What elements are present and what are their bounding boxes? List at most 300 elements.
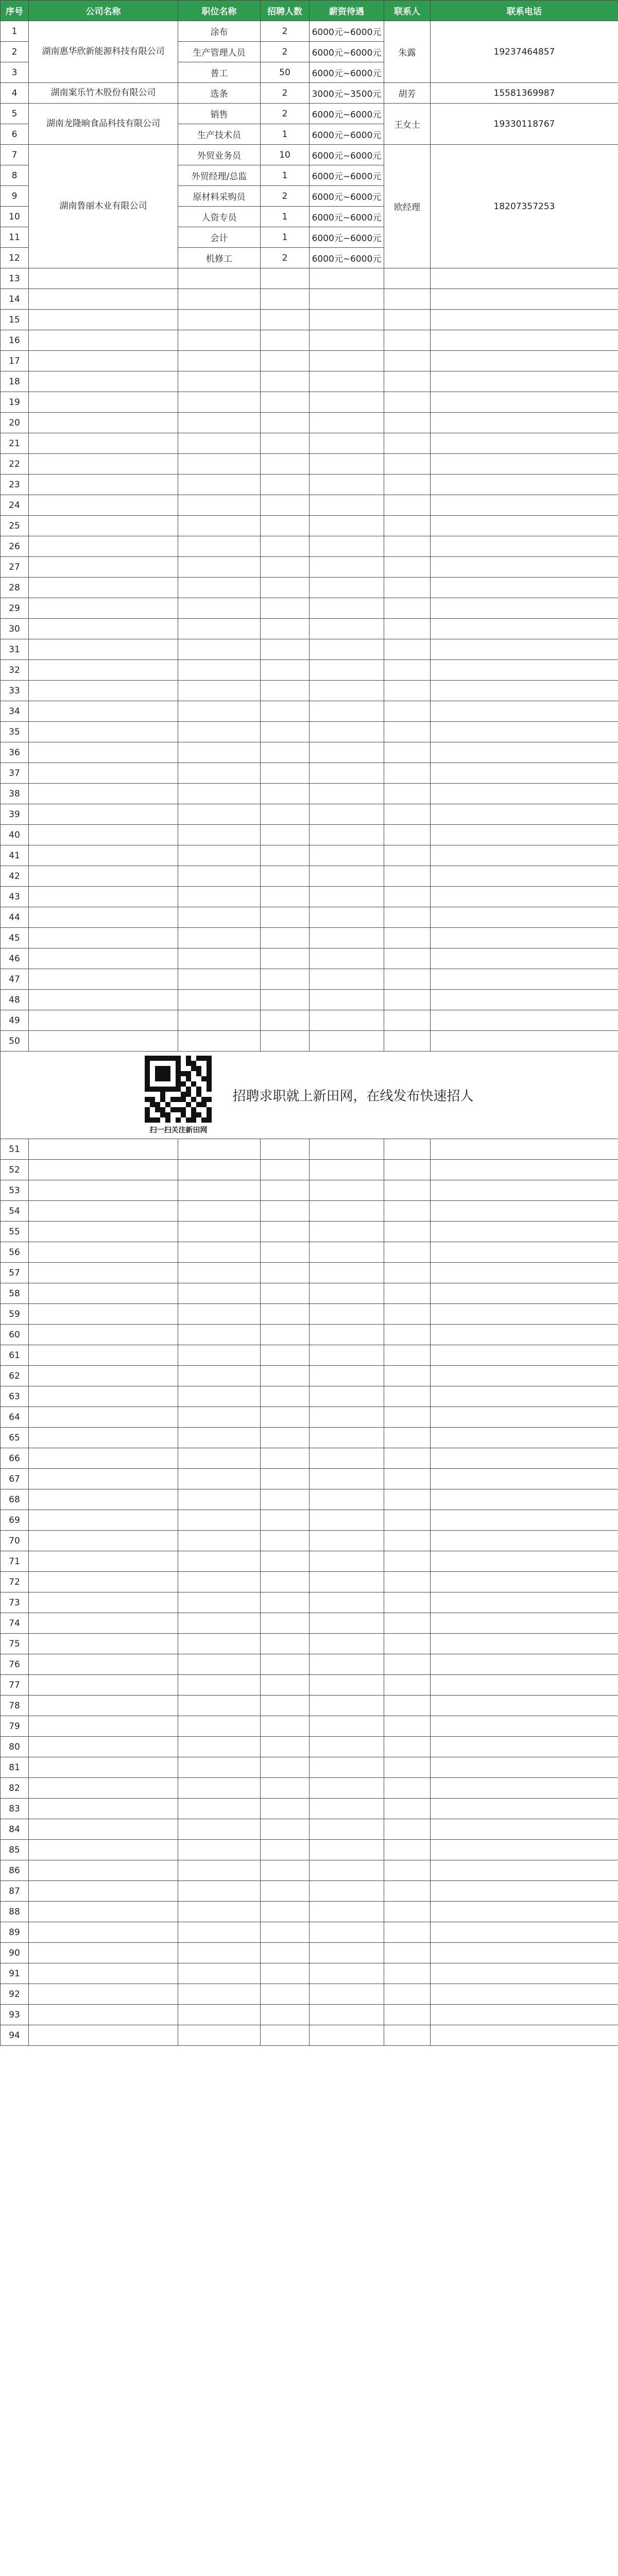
cell-empty — [384, 825, 431, 845]
cell-seq: 37 — [1, 763, 29, 784]
cell-seq: 72 — [1, 1572, 29, 1592]
cell-empty — [310, 1819, 384, 1840]
cell-empty — [261, 1469, 310, 1489]
cell-empty — [261, 330, 310, 351]
cell-empty — [431, 1386, 618, 1407]
cell-empty — [178, 948, 261, 969]
cell-empty — [261, 1840, 310, 1860]
cell-empty — [431, 1428, 618, 1448]
cell-position: 生产管理人员 — [178, 42, 261, 62]
table-row — [1, 763, 618, 784]
cell-seq: 18 — [1, 371, 29, 392]
table-row — [1, 1010, 618, 1031]
cell-empty — [178, 763, 261, 784]
table-row — [1, 1778, 618, 1799]
cell-empty — [431, 948, 618, 969]
cell-empty — [384, 763, 431, 784]
cell-empty — [178, 330, 261, 351]
cell-seq: 40 — [1, 825, 29, 845]
table-row — [1, 742, 618, 763]
cell-seq: 10 — [1, 207, 29, 227]
cell-empty — [29, 1160, 178, 1180]
cell-seq: 47 — [1, 969, 29, 990]
cell-empty — [310, 1654, 384, 1675]
cell-empty — [431, 268, 618, 289]
cell-empty — [261, 845, 310, 866]
table-body-top — [1, 21, 618, 1052]
cell-empty — [310, 1325, 384, 1345]
table-row — [1, 598, 618, 619]
table-row — [1, 1469, 618, 1489]
cell-empty — [29, 1407, 178, 1428]
cell-empty — [384, 268, 431, 289]
cell-empty — [29, 1881, 178, 1902]
cell-seq: 33 — [1, 681, 29, 701]
cell-empty — [310, 268, 384, 289]
cell-empty — [178, 1531, 261, 1551]
cell-empty — [178, 1325, 261, 1345]
table-row — [1, 1304, 618, 1325]
cell-count: 2 — [261, 248, 310, 268]
cell-empty — [310, 969, 384, 990]
cell-empty — [261, 1510, 310, 1531]
cell-seq: 89 — [1, 1922, 29, 1943]
cell-empty — [261, 413, 310, 433]
cell-empty — [178, 1737, 261, 1757]
cell-empty — [431, 351, 618, 371]
table-row — [1, 289, 618, 310]
cell-empty — [261, 474, 310, 495]
cell-empty — [29, 887, 178, 907]
cell-seq: 31 — [1, 639, 29, 660]
cell-empty — [384, 1510, 431, 1531]
table-row — [1, 1510, 618, 1531]
cell-salary: 6000元~6000元 — [310, 227, 384, 248]
cell-empty — [178, 392, 261, 413]
cell-empty — [261, 1031, 310, 1052]
cell-empty — [178, 928, 261, 948]
cell-position: 人资专员 — [178, 207, 261, 227]
cell-empty — [29, 845, 178, 866]
cell-empty — [384, 289, 431, 310]
cell-empty — [261, 598, 310, 619]
table-row — [1, 2025, 618, 2046]
cell-empty — [310, 1613, 384, 1634]
cell-empty — [178, 639, 261, 660]
cell-position: 涂布 — [178, 21, 261, 42]
cell-empty — [384, 1696, 431, 1716]
cell-empty — [384, 371, 431, 392]
cell-empty — [261, 268, 310, 289]
header-position: 职位名称 — [178, 1, 261, 21]
cell-empty — [384, 1139, 431, 1160]
cell-empty — [261, 371, 310, 392]
cell-empty — [310, 619, 384, 639]
header-phone: 联系电话 — [431, 1, 618, 21]
table-row — [1, 1180, 618, 1201]
cell-seq: 58 — [1, 1283, 29, 1304]
cell-empty — [178, 1881, 261, 1902]
cell-empty — [384, 887, 431, 907]
cell-empty — [310, 639, 384, 660]
cell-empty — [310, 1737, 384, 1757]
cell-empty — [261, 1283, 310, 1304]
cell-empty — [431, 845, 618, 866]
cell-count: 2 — [261, 104, 310, 124]
cell-empty — [261, 825, 310, 845]
table-row — [1, 454, 618, 474]
cell-empty — [384, 351, 431, 371]
cell-empty — [178, 1592, 261, 1613]
cell-empty — [178, 784, 261, 804]
cell-empty — [29, 639, 178, 660]
cell-empty — [431, 1489, 618, 1510]
cell-empty — [431, 392, 618, 413]
cell-empty — [431, 619, 618, 639]
table-row — [1, 722, 618, 742]
cell-seq: 64 — [1, 1407, 29, 1428]
cell-empty — [178, 371, 261, 392]
cell-empty — [384, 1222, 431, 1242]
cell-empty — [384, 1840, 431, 1860]
cell-empty — [178, 1902, 261, 1922]
cell-empty — [431, 1799, 618, 1819]
cell-empty — [310, 1283, 384, 1304]
cell-empty — [178, 1010, 261, 1031]
cell-seq: 51 — [1, 1139, 29, 1160]
cell-count: 1 — [261, 207, 310, 227]
cell-empty — [261, 1963, 310, 1984]
cell-seq: 7 — [1, 145, 29, 165]
cell-empty — [261, 1716, 310, 1737]
cell-empty — [384, 1031, 431, 1052]
table-row — [1, 1840, 618, 1860]
cell-empty — [178, 681, 261, 701]
cell-empty — [384, 619, 431, 639]
cell-empty — [384, 578, 431, 598]
cell-empty — [384, 1716, 431, 1737]
cell-empty — [431, 1510, 618, 1531]
cell-empty — [384, 1757, 431, 1778]
cell-empty — [310, 784, 384, 804]
cell-empty — [178, 1654, 261, 1675]
table-row — [1, 1634, 618, 1654]
table-row — [1, 474, 618, 495]
cell-empty — [384, 804, 431, 825]
cell-empty — [261, 516, 310, 536]
cell-seq: 1 — [1, 21, 29, 42]
cell-seq: 48 — [1, 990, 29, 1010]
cell-empty — [384, 948, 431, 969]
cell-empty — [310, 1160, 384, 1180]
cell-salary: 6000元~6000元 — [310, 62, 384, 83]
cell-empty — [310, 1922, 384, 1943]
cell-empty — [431, 1551, 618, 1572]
cell-empty — [29, 454, 178, 474]
cell-seq: 16 — [1, 330, 29, 351]
cell-empty — [29, 1448, 178, 1469]
cell-empty — [310, 598, 384, 619]
cell-empty — [178, 1139, 261, 1160]
cell-empty — [178, 1469, 261, 1489]
cell-empty — [29, 1840, 178, 1860]
table-body-bottom — [1, 1139, 618, 2046]
cell-seq: 32 — [1, 660, 29, 681]
cell-seq: 86 — [1, 1860, 29, 1881]
cell-empty — [310, 310, 384, 330]
cell-empty — [310, 681, 384, 701]
cell-seq: 91 — [1, 1963, 29, 1984]
cell-empty — [261, 578, 310, 598]
cell-seq: 5 — [1, 104, 29, 124]
cell-empty — [29, 722, 178, 742]
cell-empty — [29, 866, 178, 887]
table-row — [1, 310, 618, 330]
cell-empty — [261, 495, 310, 516]
cell-empty — [310, 887, 384, 907]
cell-empty — [29, 598, 178, 619]
cell-empty — [384, 474, 431, 495]
cell-empty — [178, 474, 261, 495]
cell-empty — [310, 1984, 384, 2005]
cell-empty — [310, 1386, 384, 1407]
cell-empty — [29, 1531, 178, 1551]
cell-empty — [431, 495, 618, 516]
cell-empty — [178, 2025, 261, 2046]
cell-seq: 30 — [1, 619, 29, 639]
cell-empty — [431, 433, 618, 454]
cell-empty — [29, 516, 178, 536]
cell-empty — [384, 1263, 431, 1283]
cell-empty — [178, 268, 261, 289]
cell-empty — [261, 1634, 310, 1654]
cell-empty — [29, 948, 178, 969]
cell-empty — [310, 1242, 384, 1263]
cell-empty — [178, 1572, 261, 1592]
cell-empty — [384, 1366, 431, 1386]
cell-empty — [261, 1881, 310, 1902]
table-row — [1, 1283, 618, 1304]
cell-empty — [178, 907, 261, 928]
cell-empty — [29, 1902, 178, 1922]
cell-empty — [261, 392, 310, 413]
table-row — [1, 948, 618, 969]
table-row — [1, 1963, 618, 1984]
cell-empty — [431, 1737, 618, 1757]
table-row — [1, 1139, 618, 1160]
cell-empty — [384, 1799, 431, 1819]
cell-empty — [310, 1510, 384, 1531]
cell-seq: 69 — [1, 1510, 29, 1531]
cell-empty — [310, 1840, 384, 1860]
cell-empty — [431, 1345, 618, 1366]
table-row — [1, 1407, 618, 1428]
cell-seq: 67 — [1, 1469, 29, 1489]
cell-empty — [178, 1242, 261, 1263]
cell-empty — [310, 1222, 384, 1242]
cell-empty — [310, 330, 384, 351]
cell-salary: 6000元~6000元 — [310, 124, 384, 145]
table-row — [1, 1592, 618, 1613]
cell-seq: 66 — [1, 1448, 29, 1469]
cell-empty — [178, 289, 261, 310]
cell-empty — [431, 474, 618, 495]
cell-count: 1 — [261, 165, 310, 186]
table-row — [1, 1031, 618, 1052]
cell-empty — [431, 804, 618, 825]
cell-empty — [310, 1572, 384, 1592]
cell-empty — [29, 392, 178, 413]
cell-empty — [310, 1489, 384, 1510]
cell-seq: 28 — [1, 578, 29, 598]
cell-empty — [29, 1469, 178, 1489]
cell-empty — [431, 1031, 618, 1052]
cell-empty — [261, 1325, 310, 1345]
cell-empty — [178, 2005, 261, 2025]
cell-salary: 6000元~6000元 — [310, 248, 384, 268]
table-row — [1, 1613, 618, 1634]
table-row — [1, 1428, 618, 1448]
cell-empty — [261, 804, 310, 825]
cell-position: 普工 — [178, 62, 261, 83]
cell-seq: 57 — [1, 1263, 29, 1283]
cell-empty — [384, 1428, 431, 1448]
table-row — [1, 1386, 618, 1407]
header-contact: 联系人 — [384, 1, 431, 21]
cell-empty — [178, 1922, 261, 1943]
cell-seq: 2 — [1, 42, 29, 62]
cell-empty — [29, 1263, 178, 1283]
table-row — [1, 1716, 618, 1737]
cell-phone: 15581369987 — [431, 83, 618, 104]
cell-empty — [310, 578, 384, 598]
table-row — [1, 1263, 618, 1283]
table-row — [1, 83, 618, 104]
cell-empty — [178, 598, 261, 619]
cell-empty — [261, 1696, 310, 1716]
cell-empty — [310, 1304, 384, 1325]
cell-position: 会计 — [178, 227, 261, 248]
cell-empty — [178, 742, 261, 763]
cell-empty — [310, 1592, 384, 1613]
cell-empty — [431, 1840, 618, 1860]
cell-seq: 63 — [1, 1386, 29, 1407]
table-row — [1, 866, 618, 887]
table-row — [1, 578, 618, 598]
cell-phone: 19237464857 — [431, 21, 618, 83]
cell-empty — [178, 1160, 261, 1180]
cell-empty — [431, 1366, 618, 1386]
table-row — [1, 392, 618, 413]
cell-empty — [431, 1325, 618, 1345]
cell-empty — [261, 639, 310, 660]
cell-empty — [29, 1716, 178, 1737]
cell-empty — [261, 1675, 310, 1696]
cell-empty — [261, 351, 310, 371]
table-row — [1, 804, 618, 825]
cell-count: 2 — [261, 21, 310, 42]
cell-empty — [384, 660, 431, 681]
table-row — [1, 1325, 618, 1345]
cell-empty — [178, 866, 261, 887]
table-row — [1, 1531, 618, 1551]
cell-empty — [384, 1613, 431, 1634]
cell-seq: 9 — [1, 186, 29, 207]
cell-seq: 68 — [1, 1489, 29, 1510]
cell-empty — [29, 1428, 178, 1448]
cell-empty — [384, 1283, 431, 1304]
cell-empty — [29, 784, 178, 804]
cell-empty — [384, 1675, 431, 1696]
cell-empty — [310, 536, 384, 557]
table-row — [1, 2005, 618, 2025]
cell-empty — [310, 1799, 384, 1819]
cell-salary: 6000元~6000元 — [310, 207, 384, 227]
cell-empty — [310, 1860, 384, 1881]
cell-empty — [310, 845, 384, 866]
cell-empty — [29, 928, 178, 948]
cell-empty — [431, 413, 618, 433]
header-count: 招聘人数 — [261, 1, 310, 21]
cell-empty — [178, 1840, 261, 1860]
qr-code-icon — [145, 1056, 212, 1123]
cell-empty — [29, 1345, 178, 1366]
cell-empty — [261, 948, 310, 969]
table-row — [1, 268, 618, 289]
cell-seq: 77 — [1, 1675, 29, 1696]
cell-empty — [310, 1531, 384, 1551]
cell-empty — [261, 1201, 310, 1222]
cell-empty — [384, 1407, 431, 1428]
cell-empty — [261, 722, 310, 742]
cell-empty — [431, 742, 618, 763]
cell-empty — [178, 1345, 261, 1366]
cell-empty — [29, 1592, 178, 1613]
cell-salary: 6000元~6000元 — [310, 145, 384, 165]
cell-empty — [431, 1180, 618, 1201]
table-row — [1, 557, 618, 578]
cell-salary: 6000元~6000元 — [310, 165, 384, 186]
table-row — [1, 907, 618, 928]
cell-empty — [384, 1010, 431, 1031]
cell-empty — [384, 742, 431, 763]
cell-empty — [310, 990, 384, 1010]
cell-position: 机修工 — [178, 248, 261, 268]
cell-empty — [310, 1469, 384, 1489]
cell-empty — [261, 1263, 310, 1283]
cell-empty — [261, 1860, 310, 1881]
cell-seq: 74 — [1, 1613, 29, 1634]
cell-seq: 45 — [1, 928, 29, 948]
cell-empty — [261, 907, 310, 928]
cell-empty — [310, 1031, 384, 1052]
cell-empty — [261, 701, 310, 722]
cell-empty — [384, 907, 431, 928]
cell-empty — [178, 845, 261, 866]
cell-empty — [261, 1943, 310, 1963]
table-row — [1, 371, 618, 392]
table-row — [1, 1654, 618, 1675]
cell-empty — [261, 289, 310, 310]
cell-empty — [29, 1386, 178, 1407]
cell-empty — [178, 1366, 261, 1386]
cell-empty — [178, 516, 261, 536]
cell-empty — [384, 598, 431, 619]
cell-empty — [310, 474, 384, 495]
table-row — [1, 1242, 618, 1263]
cell-empty — [384, 495, 431, 516]
cell-empty — [29, 1489, 178, 1510]
